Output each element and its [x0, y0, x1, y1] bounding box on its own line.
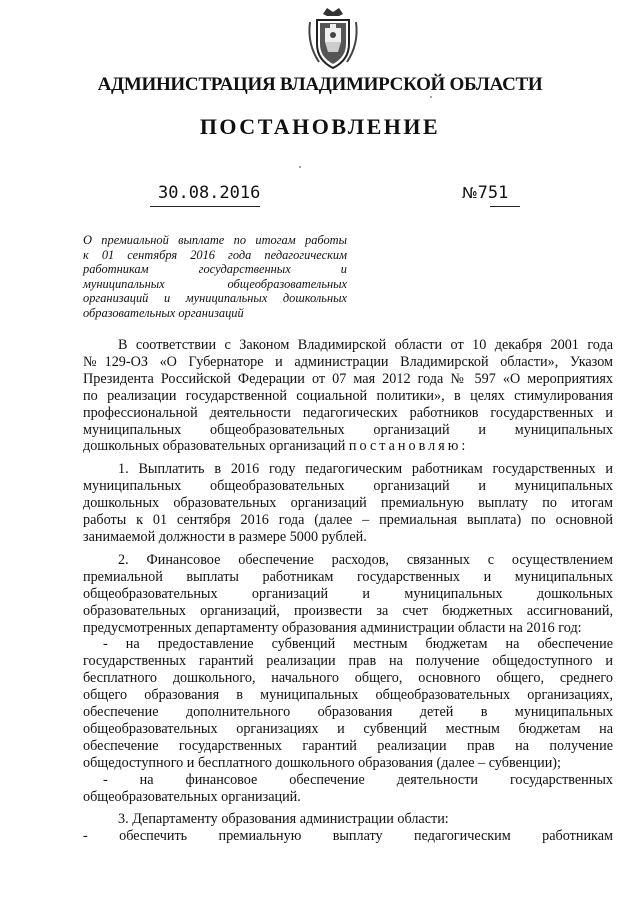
preamble-line: В соответствии с Законом Владимирской области от 10 декабря 2001 года	[118, 337, 613, 353]
document-subject	[83, 233, 347, 320]
preamble-line: дошкольных образовательных организаций	[83, 438, 346, 455]
item1-line: дошкольных образовательных организаций премиальную выплату по итогам	[83, 495, 613, 512]
item2-line: предусмотренных департаменту образования администрации области на 2016 год:	[83, 619, 582, 636]
bullet1-line: общего образования в муниципальных общеобразовательных организациях,	[83, 687, 613, 704]
subject-line: муниципальных общеобразовательных	[83, 276, 347, 291]
subject-line: организаций и муниципальных дошкольных	[83, 291, 347, 305]
date-underline	[150, 206, 260, 207]
number-underline	[490, 206, 520, 207]
scan-speck	[430, 96, 432, 98]
number-sign: №	[462, 184, 478, 202]
item1-line: муниципальных общеобразовательных организаций и муниципальных	[83, 478, 613, 495]
document-number	[462, 183, 508, 203]
preamble-line: муниципальных общеобразовательных организаций и муниципальных	[83, 421, 613, 438]
document-date: 30.08.2016	[158, 183, 261, 203]
number-value: 751	[477, 183, 509, 203]
preamble-line: по реализации государственной социальной политики», в целях стимулирования	[83, 387, 613, 404]
item2-line: общеобразовательных организаций и муниципальных дошкольных	[83, 585, 613, 602]
scan-speck	[299, 166, 301, 168]
bullet2-line: - на финансовое обеспечение деятельности государственных	[103, 771, 613, 788]
subject-line: О премиальной выплате по итогам работы	[83, 233, 347, 247]
bullet1-line: государственных гарантий реализации прав на получение общедоступного и	[83, 653, 613, 670]
item3-line: - обеспечить премиальную выплату педагогическим работникам	[83, 828, 613, 845]
subject-line: работникам государственных и	[83, 262, 347, 276]
bullet1-line: обеспечение государственных гарантий реализации прав на получение	[83, 737, 613, 754]
item1-line: занимаемой должности в размере 5000 рублей.	[83, 528, 367, 545]
bullet1-line: - на предоставление субвенций местным бюджетам на обеспечение	[103, 636, 613, 653]
organization-title: АДМИНИСТРАЦИЯ ВЛАДИМИРСКОЙ ОБЛАСТИ	[97, 74, 543, 95]
preamble-final-line	[83, 438, 613, 455]
bullet1-line: обеспечение дополнительного образования детей в муниципальных	[83, 704, 613, 721]
decree-word: постановляю:	[348, 438, 469, 455]
item3-line: 3. Департаменту образования администрации области:	[118, 811, 449, 828]
preamble-line: профессиональной деятельности педагогических работников государственных и	[83, 404, 613, 421]
bullet2-line: общеобразовательных организаций.	[83, 788, 301, 805]
document-type-title: ПОСТАНОВЛЕНИЕ	[199, 114, 441, 139]
document-body	[83, 337, 613, 845]
preamble-line: №129-ОЗ «О Губернаторе и администрации Владимирской области», Указом	[83, 353, 613, 370]
bullet1-line: общеобразовательных организациях и субвенций местным бюджетам на	[83, 720, 613, 737]
subject-line: к 01 сентября 2016 года педагогическим	[83, 247, 347, 262]
subject-line: образовательных организаций	[83, 305, 244, 320]
coat-of-arms-icon	[305, 4, 361, 72]
item1-line: 1. Выплатить в 2016 году педагогическим работникам государственных и	[118, 461, 613, 478]
bullet1-line: бесплатного дошкольного, начального общего, основного общего, среднего	[83, 670, 613, 687]
bullet1-line: общедоступного и бесплатного дошкольного образования (далее – субвенции);	[83, 754, 561, 771]
item2-line: 2. Финансовое обеспечение расходов, связанных с осуществлением	[118, 551, 613, 568]
preamble-line: Президента Российской Федерации от 07 мая 2012 года № 597 «О мероприятиях	[83, 370, 613, 387]
item1-line: работы к 01 сентября 2016 года (далее – премиальная выплата) по основной	[83, 512, 613, 529]
item2-line: образовательных организаций, произвести за счет бюджетных ассигнований,	[83, 602, 613, 619]
item2-line: премиальной выплаты работникам государственных и муниципальных	[83, 568, 613, 585]
